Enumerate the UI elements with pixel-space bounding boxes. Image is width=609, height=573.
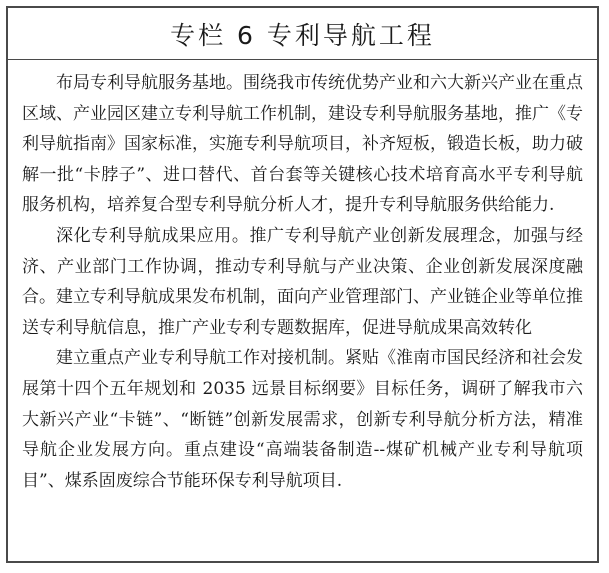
column-header [8, 8, 597, 60]
column-box [6, 6, 599, 563]
column-title: 专栏 6 专利导航工程 [170, 20, 435, 50]
paragraph-key-industry-docking: 建立重点产业专利导航工作对接机制。紧贴《淮南市国民经济和社会发展第十四个五年规划和 2035 远景目标纲要》目标任务，调研了解我市六大新兴产业“卡链”、“断链”创新发展需求，创新专利导航分析方法，精准导航企业发展方向。重点建设“高端装备制造--煤矿机械产业专利导航项目”、煤系固废综合节能环保专利导航项目. [22, 348, 583, 491]
paragraph-patent-navigation-base: 布局专利导航服务基地。围绕我市传统优势产业和六大新兴产业在重点区域、产业园区建立专利导航工作机制，建设专利导航服务基地，推广《专利导航指南》国家标准，实施专利导航项目，补齐短板，锻造长板，助力破解一批“卡脖子”、进口替代、首台套等关键核心技术培育高水平专利导航服务机构，培养复合型专利导航分析人才，提升专利导航服务供给能力. [22, 73, 583, 216]
column-body [22, 68, 583, 496]
paragraph-navigation-results-application: 深化专利导航成果应用。推广专利导航产业创新发展理念，加强与经济、产业部门工作协调，推动专利导航与产业决策、企业创新发展深度融合。建立专利导航成果发布机制，面向产业管理部门、产业链企业等单位推送专利导航信息，推广产业专利专题数据库，促进导航成果高效转化 [22, 225, 583, 338]
